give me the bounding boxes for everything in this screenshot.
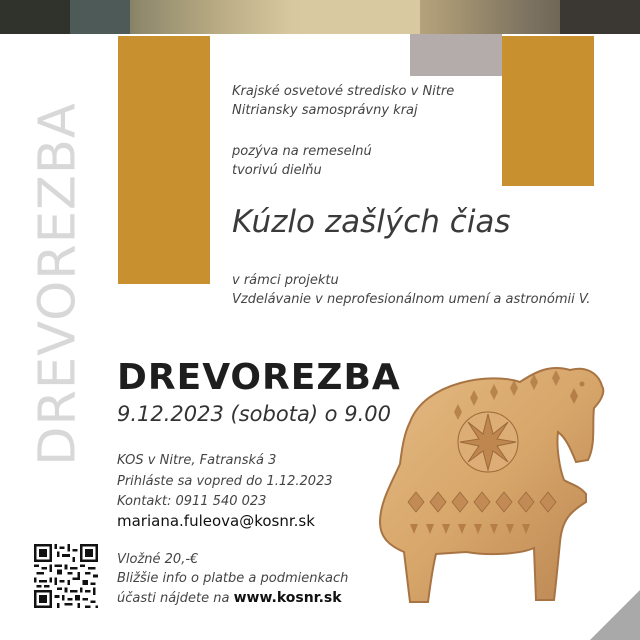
invitation-line-2: tvorivú dielňu (232, 163, 322, 178)
grey-accent-block (410, 34, 502, 76)
info-line-2 (117, 590, 342, 606)
registration-deadline: Prihláste sa vopred do 1.12.2023 (117, 474, 333, 489)
main-title: DREVOREZBA (117, 357, 401, 398)
info-line-1: Bližšie info o platbe a podmienkach (117, 571, 349, 586)
project-line-2: Vzdelávanie v neprofesionálnom umení a astronómii V. (232, 292, 591, 307)
contact-email[interactable]: mariana.fuleova@kosnr.sk (117, 512, 315, 530)
corner-triangle (590, 590, 640, 640)
photo-detail (560, 0, 640, 34)
vertical-title-text: DREVOREZBA (28, 102, 88, 466)
event-datetime: 9.12.2023 (sobota) o 9.00 (117, 402, 391, 426)
vertical-title (28, 54, 88, 514)
event-title: Kúzlo zašlých čias (232, 204, 511, 240)
accent-block-left (118, 36, 210, 284)
project-line-1: v rámci projektu (232, 273, 339, 288)
invitation-line-1: pozýva na remeselnú (232, 144, 372, 159)
organizer-line-1: Krajské osvetové stredisko v Nitre (232, 84, 455, 99)
contact-phone: Kontakt: 0911 540 023 (117, 494, 267, 509)
info-line-2-prefix: účasti nájdete na (117, 591, 234, 606)
qr-code-icon[interactable] (34, 544, 98, 608)
entry-fee: Vložné 20,-€ (117, 552, 199, 567)
accent-block-right (502, 36, 594, 186)
website-link[interactable]: www.kosnr.sk (233, 590, 342, 606)
event-location: KOS v Nitre, Fatranská 3 (117, 453, 277, 468)
photo-detail (70, 0, 130, 34)
photo-detail (0, 0, 70, 34)
header-photo-strip (0, 0, 640, 34)
photo-detail (300, 0, 420, 34)
organizer-line-2: Nitriansky samosprávny kraj (232, 103, 418, 118)
carved-wooden-horse-image (370, 352, 620, 607)
